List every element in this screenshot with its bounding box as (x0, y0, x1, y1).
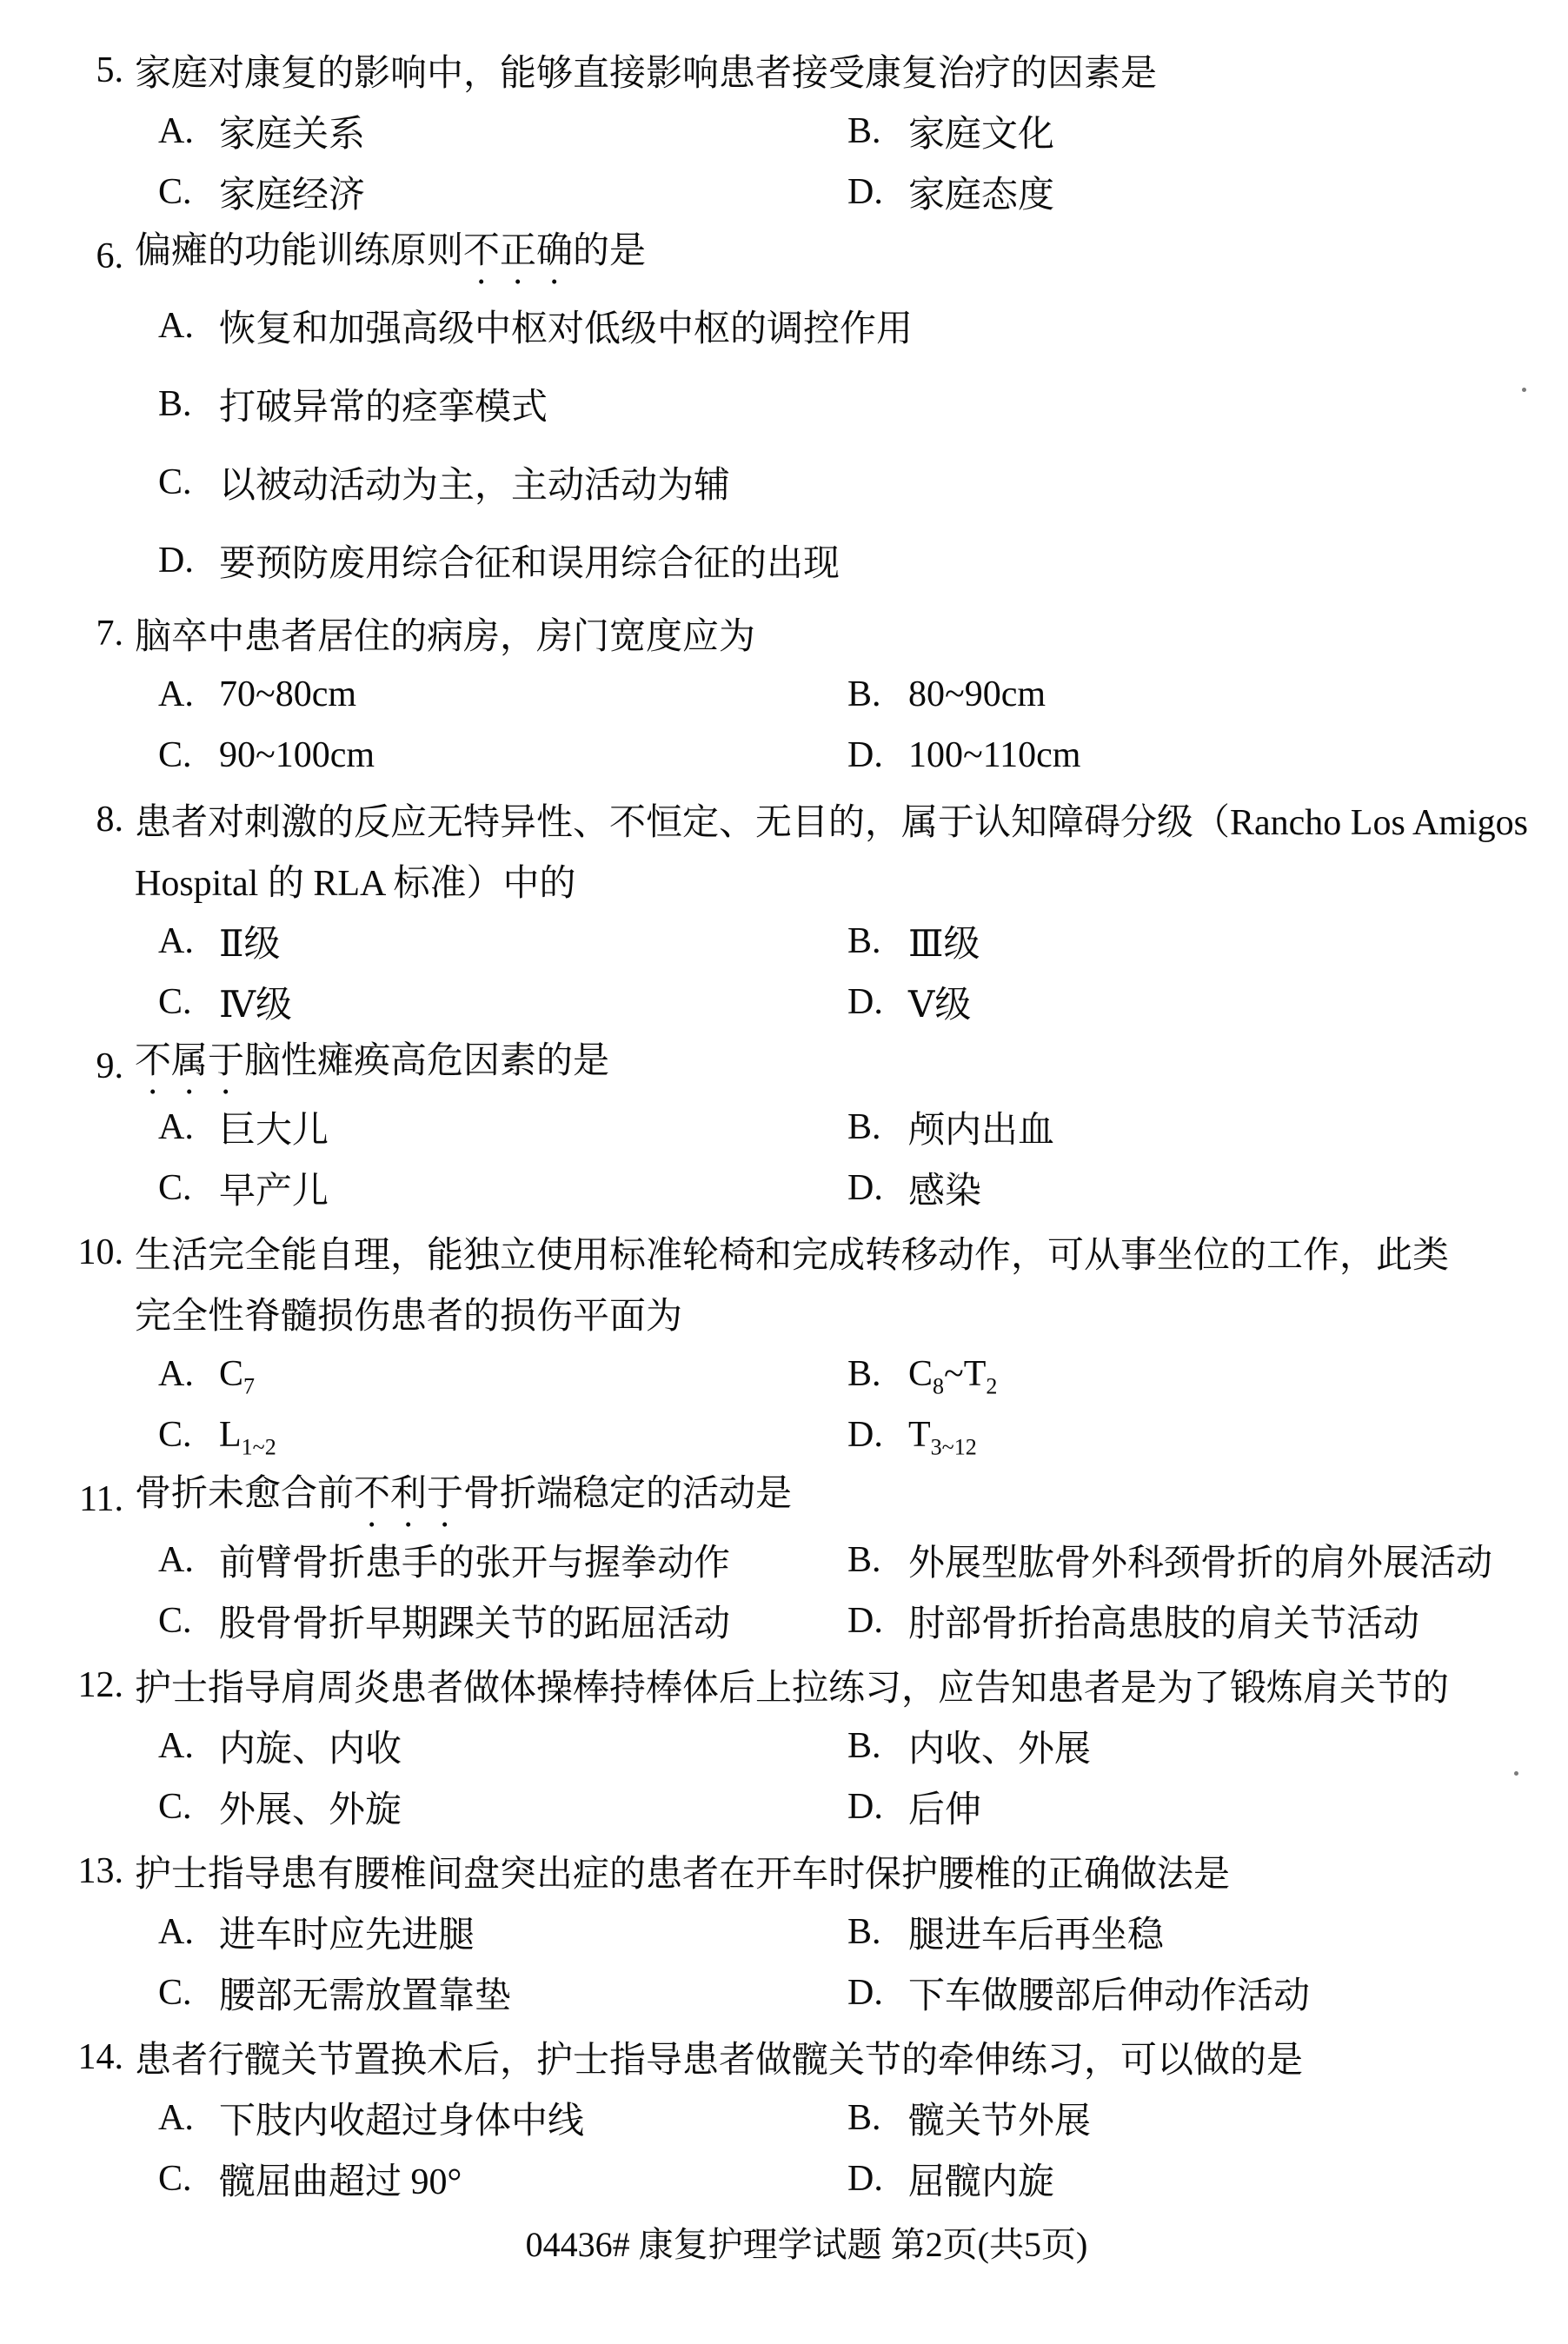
option-text: 腰部无需放置靠垫 (219, 1976, 512, 2016)
option (158, 1906, 847, 1958)
option-text: 家庭经济 (219, 176, 366, 216)
question-stem: 患者对刺激的反应无特异性、不恒定、无目的，属于认知障碍分级（Rancho Los Amigos (135, 803, 1528, 843)
question (70, 1655, 1544, 1837)
option-text: 股骨骨折早期踝关节的跖屈活动 (219, 1604, 731, 1644)
question-stem-row (70, 789, 1544, 850)
question-stem: 偏瘫的功能训练原则不正确的是 (135, 230, 647, 271)
option-label: B. (847, 1107, 881, 1147)
option-row (70, 2148, 1544, 2209)
option-text: 打破异常的痉挛模式 (219, 388, 548, 428)
option-label: B. (158, 384, 192, 424)
option-row (70, 1590, 1544, 1651)
option-label: A. (158, 111, 194, 151)
option-text: Ⅱ级 (219, 925, 281, 965)
question-stem-row (70, 603, 1544, 664)
option (847, 734, 1080, 776)
option-text: 髋关节外展 (908, 2102, 1092, 2141)
option-row (70, 2088, 1544, 2148)
option-text: 后伸 (908, 1790, 982, 1830)
option-row (70, 1530, 1544, 1590)
option-row (70, 972, 1544, 1033)
option-row (70, 101, 1544, 162)
question-stem-row (70, 1469, 1544, 1530)
option-text: 颅内出血 (908, 1111, 1055, 1151)
option (847, 1781, 981, 1833)
option-row (70, 365, 1544, 443)
option (158, 2092, 847, 2144)
option (847, 1595, 1419, 1647)
option (847, 166, 1054, 218)
question-stem: 生活完全能自理，能独立使用标准轮椅和完成转移动作，可从事坐位的工作，此类 (135, 1236, 1450, 1276)
option-text: 家庭态度 (908, 176, 1055, 216)
option-label: D. (847, 1787, 883, 1827)
option-text: $C_8\sim T_2$ (908, 1354, 998, 1399)
option-row (70, 1962, 1544, 2023)
option (158, 1534, 847, 1586)
question (70, 789, 1544, 1033)
option (847, 1162, 981, 1214)
option-text: 恢复和加强高级中枢对低级中枢的调控作用 (219, 309, 914, 349)
question (70, 40, 1544, 222)
option-label: C. (158, 462, 192, 502)
question-number: 5. (96, 50, 123, 90)
option-label: A. (158, 2098, 194, 2138)
question-stem: 患者行髋关节置换术后，护士指导患者做髋关节的牵伸练习，可以做的是 (135, 2041, 1304, 2081)
option-label: B. (847, 1354, 881, 1394)
option (158, 674, 847, 715)
question-number: 12. (77, 1665, 123, 1705)
option (158, 1967, 847, 2019)
scan-artifact-dot (1522, 388, 1526, 392)
option (847, 1967, 1310, 2019)
question (70, 226, 1544, 600)
option-text: 肘部骨折抬高患肢的肩关节活动 (908, 1604, 1420, 1644)
option-label: A. (158, 1540, 194, 1580)
option (158, 1781, 847, 1833)
option-label: C. (158, 2159, 192, 2199)
option (847, 1720, 1091, 1772)
question-stem: 骨折未愈合前不利于骨折端稳定的活动是 (135, 1473, 793, 1514)
question-number: 14. (77, 2037, 123, 2077)
question-number: 7. (96, 614, 123, 654)
option-text: $C_7$ (219, 1354, 256, 1399)
option-label: B. (847, 2098, 881, 2138)
option-row (70, 664, 1544, 725)
question-list (70, 40, 1544, 2209)
option (158, 300, 913, 352)
option-label: A. (158, 1107, 194, 1147)
question-stem-row (70, 850, 1544, 911)
question-stem-row (70, 1841, 1544, 1902)
question-stem: 家庭对康复的影响中，能够直接影响患者接受康复治疗的因素是 (135, 54, 1158, 94)
option-row (70, 521, 1544, 600)
question-number: 10. (77, 1232, 123, 1272)
option-row (70, 287, 1544, 365)
question-stem-row (70, 226, 1544, 287)
option (847, 105, 1054, 157)
option-label: D. (158, 541, 194, 581)
option (158, 105, 847, 157)
question-number: 13. (77, 1851, 123, 1891)
question-stem: 不属于脑性瘫痪高危因素的是 (135, 1040, 610, 1081)
option-text: 家庭关系 (219, 115, 366, 155)
question-number: 8. (96, 800, 123, 840)
page-footer: 04436# 康复护理学试题 第2页(共5页) (525, 2224, 1088, 2264)
option-label: A. (158, 921, 194, 961)
option-row (70, 725, 1544, 786)
option-label: D. (847, 172, 883, 212)
option (847, 1534, 1492, 1586)
option-label: D. (847, 1168, 883, 1208)
option (847, 1906, 1164, 1958)
option-label: A. (158, 1354, 194, 1394)
option-label: C. (158, 172, 192, 212)
option (158, 2153, 847, 2205)
option-label: A. (158, 306, 194, 346)
option-text: 外展型肱骨外科颈骨折的肩外展活动 (908, 1544, 1493, 1584)
option-text: 前臂骨折患手的张开与握拳动作 (219, 1544, 731, 1584)
option (158, 1162, 847, 1214)
question-stem: 护士指导肩周炎患者做体操棒持棒体后上拉练习，应告知患者是为了锻炼肩关节的 (135, 1669, 1450, 1709)
scan-artifact-dot (1514, 1771, 1518, 1776)
option-label: D. (847, 1415, 883, 1455)
question-number: 9. (96, 1046, 123, 1086)
option-row (70, 1404, 1544, 1465)
option (158, 166, 847, 218)
question (70, 2027, 1544, 2209)
option-row (70, 911, 1544, 972)
option-label: B. (847, 674, 881, 714)
question-stem-line2: 完全性脊髓损伤患者的损伤平面为 (135, 1297, 683, 1337)
option (158, 1353, 847, 1399)
option (158, 915, 847, 967)
option-text: 髋屈曲超过 90° (219, 2162, 462, 2202)
option-label: A. (158, 1726, 194, 1766)
option (158, 1720, 847, 1772)
option (847, 1414, 977, 1460)
option-text: 腿进车后再坐稳 (908, 1916, 1165, 1956)
option-label: D. (847, 982, 883, 1022)
option-row (70, 1344, 1544, 1404)
option-row (70, 1097, 1544, 1158)
option-label: D. (847, 1973, 883, 2013)
option-label: C. (158, 1973, 192, 2013)
option (158, 1595, 847, 1647)
question-number: 11. (79, 1479, 123, 1519)
option-text: 70~80cm (219, 674, 357, 714)
option-label: C. (158, 1601, 192, 1641)
option (847, 1101, 1054, 1153)
option-label: C. (158, 735, 192, 775)
option-label: B. (847, 1912, 881, 1952)
option-label: A. (158, 1912, 194, 1952)
option-label: D. (847, 735, 883, 775)
option-text: 内收、外展 (908, 1730, 1092, 1770)
option-row (70, 1902, 1544, 1962)
option-text: 早产儿 (219, 1172, 329, 1212)
question (70, 1841, 1544, 2023)
option-text: 80~90cm (908, 674, 1046, 714)
option-label: C. (158, 982, 192, 1022)
option-label: C. (158, 1168, 192, 1208)
question-stem-row (70, 1655, 1544, 1716)
option-label: C. (158, 1787, 192, 1827)
option-text: Ⅴ级 (908, 986, 972, 1026)
option-row (70, 1776, 1544, 1837)
option-text: 下肢内收超过身体中线 (219, 2102, 585, 2141)
question-stem: 护士指导患有腰椎间盘突出症的患者在开车时保护腰椎的正确做法是 (135, 1855, 1231, 1895)
option-label: B. (847, 1726, 881, 1766)
question (70, 1036, 1544, 1218)
option-text: 外展、外旋 (219, 1790, 402, 1830)
option-row (70, 443, 1544, 521)
option (847, 976, 971, 1028)
option (158, 734, 847, 776)
option-text: $L_{1\sim 2}$ (219, 1415, 276, 1460)
option (847, 674, 1046, 715)
question-stem-row (70, 40, 1544, 101)
option-text: 进车时应先进腿 (219, 1916, 475, 1956)
option-label: B. (847, 1540, 881, 1580)
option-text: 内旋、内收 (219, 1730, 402, 1770)
option-text: $T_{3\sim 12}$ (908, 1415, 977, 1460)
option-label: C. (158, 1415, 192, 1455)
question-stem-line2: Hospital 的 RLA 标准）中的 (135, 864, 576, 904)
option (158, 378, 548, 430)
option-text: 屈髋内旋 (908, 2162, 1055, 2202)
option-text: 以被动活动为主，主动活动为辅 (219, 466, 731, 506)
option-text: 100~110cm (908, 735, 1081, 775)
option-text: Ⅳ级 (219, 986, 292, 1026)
question (70, 1222, 1544, 1465)
option-text: 家庭文化 (908, 115, 1055, 155)
option (158, 976, 847, 1028)
question-stem: 脑卒中患者居住的病房，房门宽度应为 (135, 617, 756, 657)
option (158, 1101, 847, 1153)
option-text: 要预防废用综合征和误用综合征的出现 (219, 544, 840, 584)
option (847, 1353, 998, 1399)
option-text: 巨大儿 (219, 1111, 329, 1151)
option-label: A. (158, 674, 194, 714)
option-label: B. (847, 111, 881, 151)
option-text: 感染 (908, 1172, 982, 1212)
option-row (70, 1716, 1544, 1776)
option-text: 下车做腰部后伸动作活动 (908, 1976, 1311, 2016)
option-label: D. (847, 2159, 883, 2199)
option (158, 1414, 847, 1460)
question-stem-row (70, 1283, 1544, 1344)
option (847, 915, 980, 967)
question (70, 603, 1544, 786)
question-stem-row (70, 1222, 1544, 1283)
option-text: 90~100cm (219, 735, 375, 775)
option (847, 2153, 1054, 2205)
option (158, 535, 840, 587)
option (847, 2092, 1091, 2144)
question-stem-row (70, 2027, 1544, 2088)
option-row (70, 1158, 1544, 1218)
option (158, 456, 730, 508)
option-row (70, 162, 1544, 222)
option-label: B. (847, 921, 881, 961)
option-label: D. (847, 1601, 883, 1641)
option-text: Ⅲ级 (908, 925, 980, 965)
question-number: 6. (96, 236, 123, 276)
question-stem-row (70, 1036, 1544, 1097)
question (70, 1469, 1544, 1651)
